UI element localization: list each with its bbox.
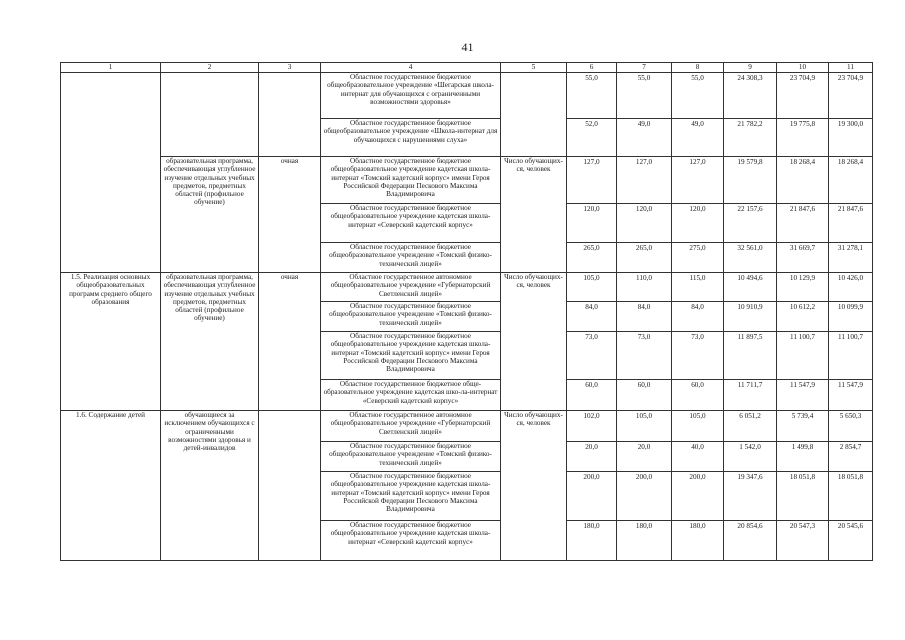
table-row	[61, 157, 873, 204]
institution-cell: Областное государственное бюджетное общеобразовательное учреждение кадетская школа-интернат «Томский кадетский корпус» имени Героя Российской Федерации Пескового Максима Владимировича	[321, 157, 501, 204]
value-cell: 31 278,1	[829, 243, 873, 273]
value-cell: 180,0	[672, 521, 724, 561]
value-cell: 275,0	[672, 243, 724, 273]
column-number: 1	[61, 63, 161, 73]
value-cell: 11 897,5	[724, 332, 777, 380]
value-cell: 55,0	[617, 73, 672, 119]
table-row	[61, 411, 873, 442]
value-cell: 19 775,8	[777, 119, 829, 157]
value-cell: 11 547,9	[829, 380, 873, 411]
value-cell: 31 669,7	[777, 243, 829, 273]
value-cell: 265,0	[567, 243, 617, 273]
value-cell: 11 100,7	[829, 332, 873, 380]
institution-cell: Областное государственное бюджетное общеобразовательное учреждение кадетская школа-интернат «Северский кадетский корпус»	[321, 521, 501, 561]
column-number: 9	[724, 63, 777, 73]
value-cell: 102,0	[567, 411, 617, 442]
program-cell: образовательная программа, обеспечивающая углубленное изучение отдельных учебных предметов, предметных областей (профильное обучение)	[161, 157, 259, 273]
institution-cell: Областное государственное бюджетное общеобразовательное учреждение «Томский физико-технический лицей»	[321, 243, 501, 273]
value-cell: 180,0	[567, 521, 617, 561]
value-cell: 19 347,6	[724, 472, 777, 521]
institution-cell: Областное государственное бюджетное общеобразовательное учреждение «Шегарская школа-интернат для обучающихся с ограниченными возможностями здоровья»	[321, 73, 501, 119]
value-cell: 84,0	[672, 302, 724, 332]
institution-cell: Областное государственное бюджетное общеобразовательное учреждение кадетская школа-интернат «Томский кадетский корпус» имени Героя Российской Федерации Пескового Максима Владимировича	[321, 472, 501, 521]
column-number: 11	[829, 63, 873, 73]
value-cell: 105,0	[672, 411, 724, 442]
value-cell: 200,0	[617, 472, 672, 521]
value-cell: 2 854,7	[829, 442, 873, 472]
value-cell: 19 300,0	[829, 119, 873, 157]
value-cell: 105,0	[617, 411, 672, 442]
value-cell: 120,0	[617, 204, 672, 243]
value-cell: 11 711,7	[724, 380, 777, 411]
page-number: 41	[461, 40, 474, 54]
services-table	[60, 62, 873, 561]
value-cell: 200,0	[672, 472, 724, 521]
unit-cell	[501, 73, 567, 157]
value-cell: 127,0	[617, 157, 672, 204]
value-cell: 18 268,4	[829, 157, 873, 204]
value-cell: 10 612,2	[777, 302, 829, 332]
value-cell: 10 910,9	[724, 302, 777, 332]
value-cell: 10 494,6	[724, 273, 777, 302]
institution-cell: Областное государственное бюджетное общеобразовательное учреждение «Томский физико-технический лицей»	[321, 442, 501, 472]
value-cell: 10 099,9	[829, 302, 873, 332]
value-cell: 23 704,9	[777, 73, 829, 119]
value-cell: 21 847,6	[829, 204, 873, 243]
value-cell: 22 157,6	[724, 204, 777, 243]
institution-cell: Областное государственное автономное общеобразовательное учреждение «Губернаторский Светленский лицей»	[321, 273, 501, 302]
value-cell: 60,0	[567, 380, 617, 411]
value-cell: 200,0	[567, 472, 617, 521]
column-number: 4	[321, 63, 501, 73]
value-cell: 20,0	[617, 442, 672, 472]
value-cell: 127,0	[567, 157, 617, 204]
value-cell: 180,0	[617, 521, 672, 561]
value-cell: 40,0	[672, 442, 724, 472]
value-cell: 120,0	[567, 204, 617, 243]
unit-cell: Число обучающих-ся, человек	[501, 273, 567, 411]
column-number: 6	[567, 63, 617, 73]
value-cell: 11 547,9	[777, 380, 829, 411]
value-cell: 60,0	[617, 380, 672, 411]
value-cell: 127,0	[672, 157, 724, 204]
institution-cell: Областное государственное бюджетное общеобразовательное учреждение кадетская школа-интернат «Томский кадетский корпус» имени Героя Российской Федерации Пескового Максима Владимировича	[321, 332, 501, 380]
value-cell: 73,0	[672, 332, 724, 380]
form-cell: очная	[259, 273, 321, 411]
value-cell: 18 268,4	[777, 157, 829, 204]
institution-cell: Областное государственное бюджетное общеобразовательное учреждение «Школа-интернат для обучающихся с нарушениями слуха»	[321, 119, 501, 157]
value-cell: 52,0	[567, 119, 617, 157]
value-cell: 120,0	[672, 204, 724, 243]
unit-cell: Число обучающих-ся, человек	[501, 157, 567, 273]
value-cell: 11 100,7	[777, 332, 829, 380]
column-number: 8	[672, 63, 724, 73]
value-cell: 20 545,6	[829, 521, 873, 561]
value-cell: 24 308,3	[724, 73, 777, 119]
column-number: 5	[501, 63, 567, 73]
institution-cell: Областное государственное бюджетное обще-образовательное учреждение кадетская шко-ла-интернат «Северский кадетский корпус»	[321, 380, 501, 411]
value-cell: 115,0	[672, 273, 724, 302]
column-number-row	[61, 63, 873, 73]
value-cell: 6 051,2	[724, 411, 777, 442]
program-cell: обучающиеся за исключением обучающихся с ограниченными возможностями здоровья и детей-инвалидов	[161, 411, 259, 561]
value-cell: 10 129,9	[777, 273, 829, 302]
value-cell: 18 051,8	[829, 472, 873, 521]
value-cell: 265,0	[617, 243, 672, 273]
column-number: 2	[161, 63, 259, 73]
value-cell: 60,0	[672, 380, 724, 411]
value-cell: 105,0	[567, 273, 617, 302]
value-cell: 73,0	[617, 332, 672, 380]
table-row	[61, 73, 873, 119]
value-cell: 20 547,3	[777, 521, 829, 561]
institution-cell: Областное государственное бюджетное общеобразовательное учреждение кадетская школа-интернат «Северский кадетский корпус»	[321, 204, 501, 243]
value-cell: 1 542,0	[724, 442, 777, 472]
column-number: 10	[777, 63, 829, 73]
value-cell: 21 782,2	[724, 119, 777, 157]
value-cell: 55,0	[672, 73, 724, 119]
table-row	[61, 273, 873, 302]
value-cell: 5 650,3	[829, 411, 873, 442]
column-number: 3	[259, 63, 321, 73]
value-cell: 20 854,6	[724, 521, 777, 561]
form-cell: очная	[259, 157, 321, 273]
value-cell: 5 739,4	[777, 411, 829, 442]
value-cell: 23 704,9	[829, 73, 873, 119]
value-cell: 84,0	[617, 302, 672, 332]
institution-cell: Областное государственное автономное общеобразовательное учреждение «Губернаторский Светленский лицей»	[321, 411, 501, 442]
value-cell: 84,0	[567, 302, 617, 332]
program-cell	[161, 73, 259, 157]
value-cell: 49,0	[672, 119, 724, 157]
value-cell: 19 579,8	[724, 157, 777, 204]
value-cell: 21 847,6	[777, 204, 829, 243]
form-cell	[259, 73, 321, 157]
form-cell	[259, 411, 321, 561]
institution-cell: Областное государственное бюджетное общеобразовательное учреждение «Томский физико-технический лицей»	[321, 302, 501, 332]
value-cell: 32 561,0	[724, 243, 777, 273]
value-cell: 55,0	[567, 73, 617, 119]
program-cell: образовательная программа, обеспечивающая углубленное изучение отдельных учебных предметов, предметных областей (профильное обучение)	[161, 273, 259, 411]
column-number: 7	[617, 63, 672, 73]
value-cell: 1 499,8	[777, 442, 829, 472]
value-cell: 18 051,8	[777, 472, 829, 521]
value-cell: 110,0	[617, 273, 672, 302]
unit-cell: Число обучающих-ся, человек	[501, 411, 567, 561]
value-cell: 10 426,0	[829, 273, 873, 302]
value-cell: 73,0	[567, 332, 617, 380]
service-cell	[61, 73, 161, 273]
value-cell: 20,0	[567, 442, 617, 472]
value-cell: 49,0	[617, 119, 672, 157]
service-cell: 1.5. Реализация основных общеобразовательных программ среднего общего образования	[61, 273, 161, 411]
service-cell: 1.6. Содержание детей	[61, 411, 161, 561]
